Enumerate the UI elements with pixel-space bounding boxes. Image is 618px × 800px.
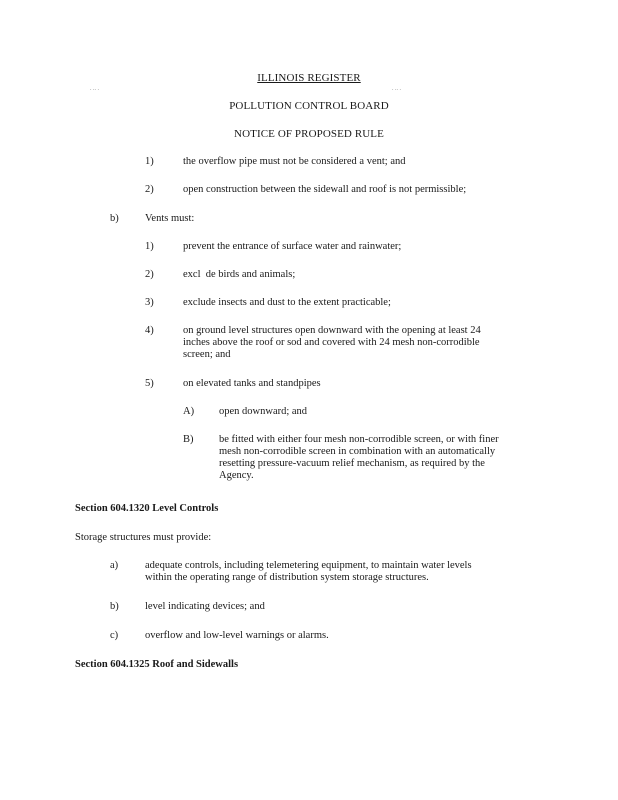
item-text: Vents must: <box>145 213 195 224</box>
item-text: level indicating devices; and <box>145 601 265 612</box>
item-text-line: inches above the roof or sod and covered with 24 mesh non-corrodible <box>183 337 480 348</box>
board-title: POLLUTION CONTROL BOARD <box>229 100 389 112</box>
register-title <box>0 72 618 84</box>
item-number: 3) <box>145 297 154 308</box>
item-number: c) <box>110 630 119 641</box>
item-text: prevent the entrance of surface water and rainwater; <box>183 241 402 252</box>
scan-artifact: . .. . <box>392 86 401 92</box>
item-text-line: be fitted with either four mesh non-corrodible screen, or with finer <box>219 434 499 445</box>
item-text-line: within the operating range of distribution system storage structures. <box>145 572 429 583</box>
item-text-line: on ground level structures open downward with the opening at least 24 <box>183 325 481 336</box>
item-text: exclude insects and dust to the extent practicable; <box>183 297 391 308</box>
item-number: A) <box>183 406 195 417</box>
item-text: open construction between the sidewall and roof is not permissible; <box>183 184 467 195</box>
scan-artifact: . .. . <box>90 86 99 92</box>
item-number: 2) <box>145 269 154 280</box>
item-text-line: screen; and <box>183 349 231 360</box>
item-text: overflow and low-level warnings or alarms. <box>145 630 329 641</box>
item-text: on elevated tanks and standpipes <box>183 378 321 389</box>
item-text-line: resetting pressure-vacuum relief mechanism, as required by the <box>219 458 485 469</box>
item-number: B) <box>183 434 194 445</box>
section-intro: Storage structures must provide: <box>75 532 212 543</box>
item-text-line: Agency. <box>219 470 254 481</box>
item-text: excl de birds and animals; <box>183 269 296 280</box>
item-text: the overflow pipe must not be considered a vent; and <box>183 156 406 167</box>
item-number: 1) <box>145 156 154 167</box>
section-heading: Section 604.1320 Level Controls <box>75 503 219 514</box>
item-number: b) <box>110 213 119 224</box>
section-heading: Section 604.1325 Roof and Sidewalls <box>75 659 239 670</box>
item-number: b) <box>110 601 119 612</box>
item-text: open downward; and <box>219 406 308 417</box>
notice-title: NOTICE OF PROPOSED RULE <box>234 128 384 140</box>
item-number: a) <box>110 560 119 571</box>
item-number: 4) <box>145 325 154 336</box>
item-number: 1) <box>145 241 154 252</box>
item-number: 5) <box>145 378 154 389</box>
register-title-text: ILLINOIS REGISTER <box>257 72 361 84</box>
item-text-line: mesh non-corrodible screen in combination with an automatically <box>219 446 496 457</box>
item-text-line: adequate controls, including telemetering equipment, to maintain water levels <box>145 560 472 571</box>
item-number: 2) <box>145 184 154 195</box>
